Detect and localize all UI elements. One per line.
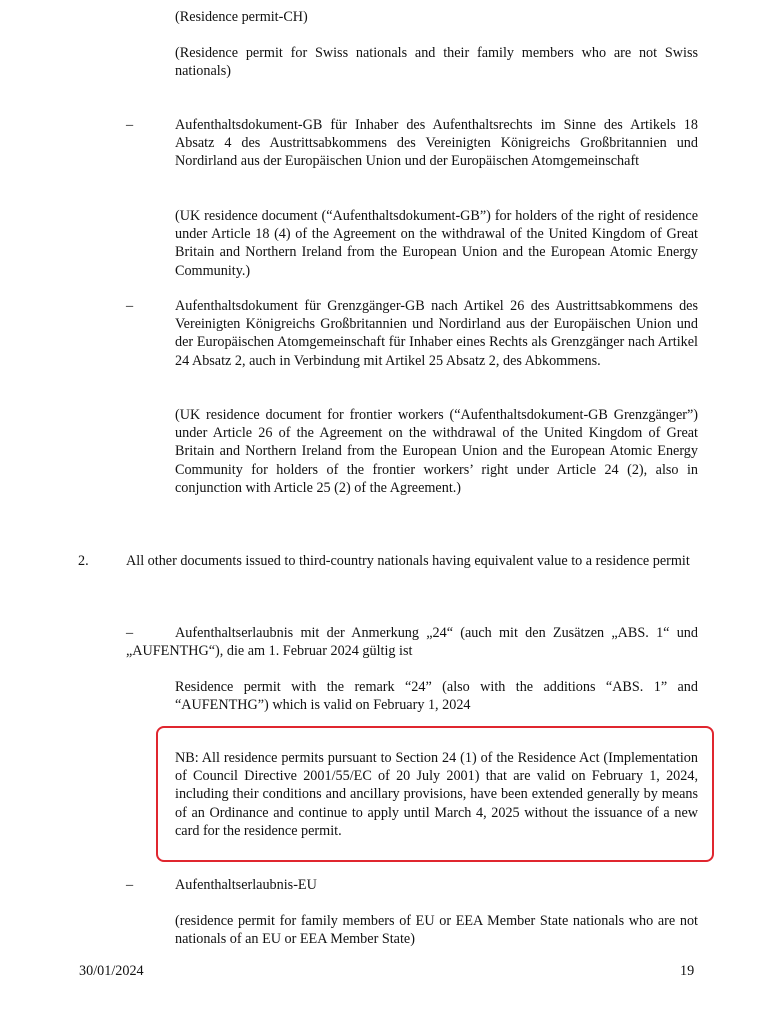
uk-residence-document-german: Aufenthaltsdokument-GB für Inhaber des Aufenthaltsrechts im Sinne des Artikels 18 Absatz 4 des Austrittsabkommens des Vereinigten Königreichs Großbritannien und Nordirland aus der Europäischen Union und der Europäischen Atomgemeinschaft xyxy=(175,117,698,170)
frontier-workers-document-english: (UK residence document for frontier workers (“Aufenthaltsdokument-GB Grenzgänger”) under Article 26 of the Agreement on the withdrawal of the United Kingdom of Great Britain and Northern Ireland from the European Union and the European Atomic Energy Community for holders of the frontier workers’ right under Article 24 (2), also in conjunction with Article 25 (2) of the Agreement.) xyxy=(175,407,698,496)
residence-permit-24-english: Residence permit with the remark “24” (also with the additions “ABS. 1” and “AUFENTHG”) which is valid on February 1, 2024 xyxy=(175,679,698,714)
section-number: 2. xyxy=(78,553,89,569)
uk-residence-document-english: (UK residence document (“Aufenthaltsdokument-GB”) for holders of the right of residence under Article 18 (4) of the Agreement on the withdrawal of the United Kingdom of Great Britain and Northern Ireland from the European Union and the European Atomic Energy Community.) xyxy=(175,208,698,279)
residence-permit-ch-title: (Residence permit-CH) xyxy=(175,9,308,25)
residence-permit-ch-description: (Residence permit for Swiss nationals and their family members who are not Swiss nationals) xyxy=(175,45,698,80)
residence-permit-24-german-text: Aufenthaltserlaubnis mit der Anmerkung „24“ (auch mit den Zusätzen „ABS. 1“ und „AUFENTHG“), die am 1. Februar 2024 gültig ist xyxy=(126,625,698,660)
residence-permit-24-german xyxy=(126,624,698,660)
page-number: 19 xyxy=(680,963,695,979)
residence-permit-eu-german: Aufenthaltserlaubnis-EU xyxy=(175,877,317,893)
footer-date: 30/01/2024 xyxy=(79,963,144,979)
list-dash: – xyxy=(126,877,134,893)
frontier-workers-document-german: Aufenthaltsdokument für Grenzgänger-GB nach Artikel 26 des Austrittsabkommens des Vereinigten Königreichs Großbritannien und Nordirland aus der Europäischen Union und der Europäischen Atomgemeinschaft für Inhaber eines Rechts als Grenzgänger nach Artikel 24 Absatz 2, auch in Verbindung mit Artikel 25 Absatz 2, des Abkommens. xyxy=(175,298,698,369)
nb-note: NB: All residence permits pursuant to Section 24 (1) of the Residence Act (Implementation of Council Directive 2001/55/EC of 20 July 2001) that are valid on February 1, 2024, including their conditions and ancillary provisions, have been extended generally by means of an Ordinance and continue to apply until March 4, 2025 without the issuance of a new card for the residence permit. xyxy=(175,750,698,839)
section-2-heading: All other documents issued to third-country nationals having equivalent value to a residence permit xyxy=(126,553,690,569)
list-dash: – xyxy=(126,117,134,133)
residence-permit-eu-english: (residence permit for family members of EU or EEA Member State nationals who are not nationals of an EU or EEA Member State) xyxy=(175,913,698,948)
list-dash: – xyxy=(126,298,134,314)
list-dash: – xyxy=(126,625,134,641)
